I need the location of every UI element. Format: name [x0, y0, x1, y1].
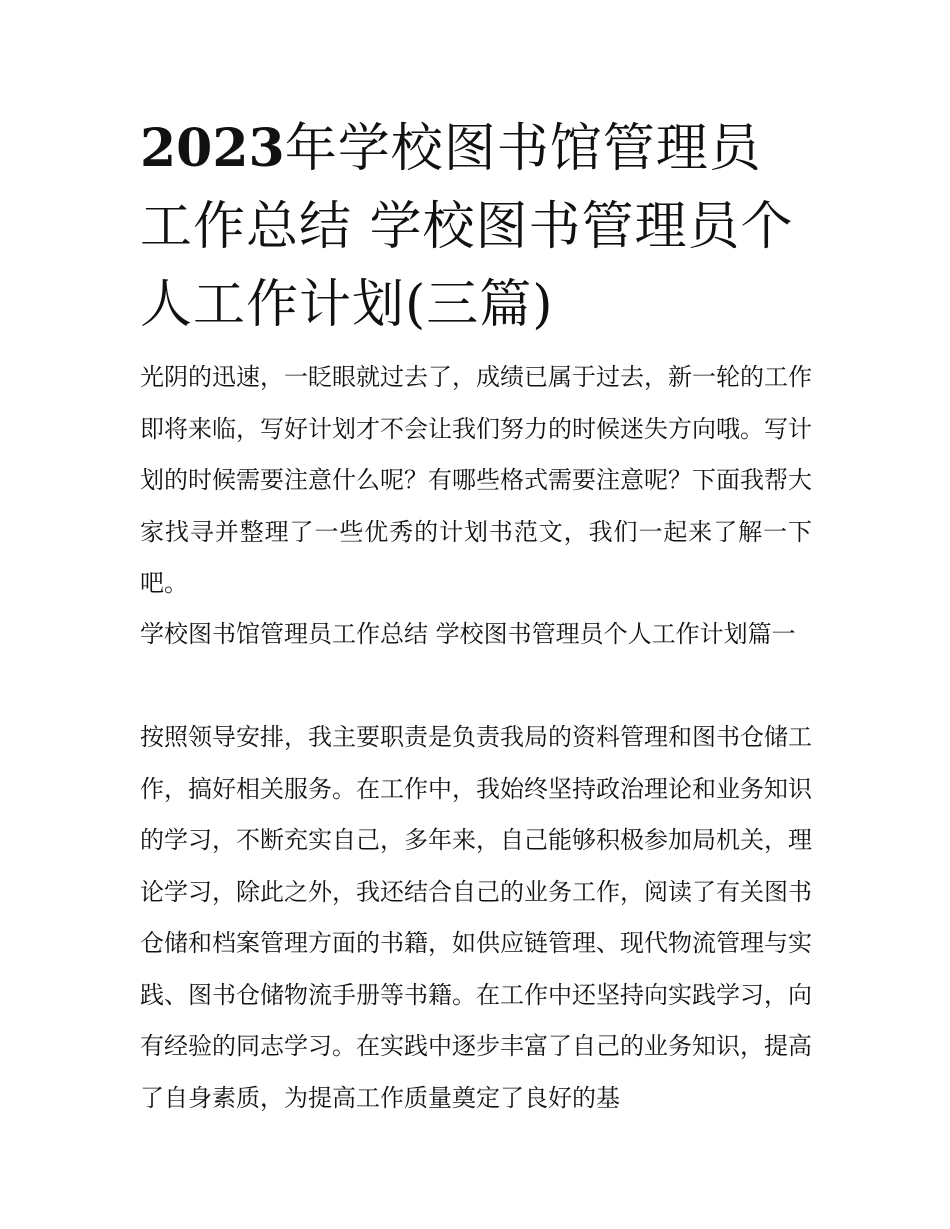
title-year: 2023	[140, 118, 285, 179]
body-paragraph: 按照领导安排，我主要职责是负责我局的资料管理和图书仓储工作，搞好相关服务。在工作中，我始终坚持政治理论和业务知识的学习，不断充实自己，多年来，自己能够积极参加局机关，理论学习，除此之外，我还结合自己的业务工作，阅读了有关图书仓储和档案管理方面的书籍，如供应链管理、现代物流管理与实践、图书仓储物流手册等书籍。在工作中还坚持向实践学习，向有经验的同志学习。在实践中逐步丰富了自己的业务知识，提高了自身素质，为提高工作质量奠定了良好的基	[140, 723, 812, 1112]
title-text: 年学校图书馆管理员工作总结 学校图书管理员个人工作计划(三篇)	[140, 119, 794, 335]
intro-paragraph: 光阴的迅速，一眨眼就过去了，成绩已属于过去，新一轮的工作即将来临，写好计划才不会让我们努力的时候迷失方向哦。写计划的时候需要注意什么呢？有哪些格式需要注意呢？下面我帮大家找寻并整理了一些优秀的计划书范文，我们一起来了解一下吧。	[140, 363, 812, 597]
document-title	[140, 110, 810, 344]
section-heading: 学校图书馆管理员工作总结 学校图书管理员个人工作计划篇一	[140, 620, 796, 648]
